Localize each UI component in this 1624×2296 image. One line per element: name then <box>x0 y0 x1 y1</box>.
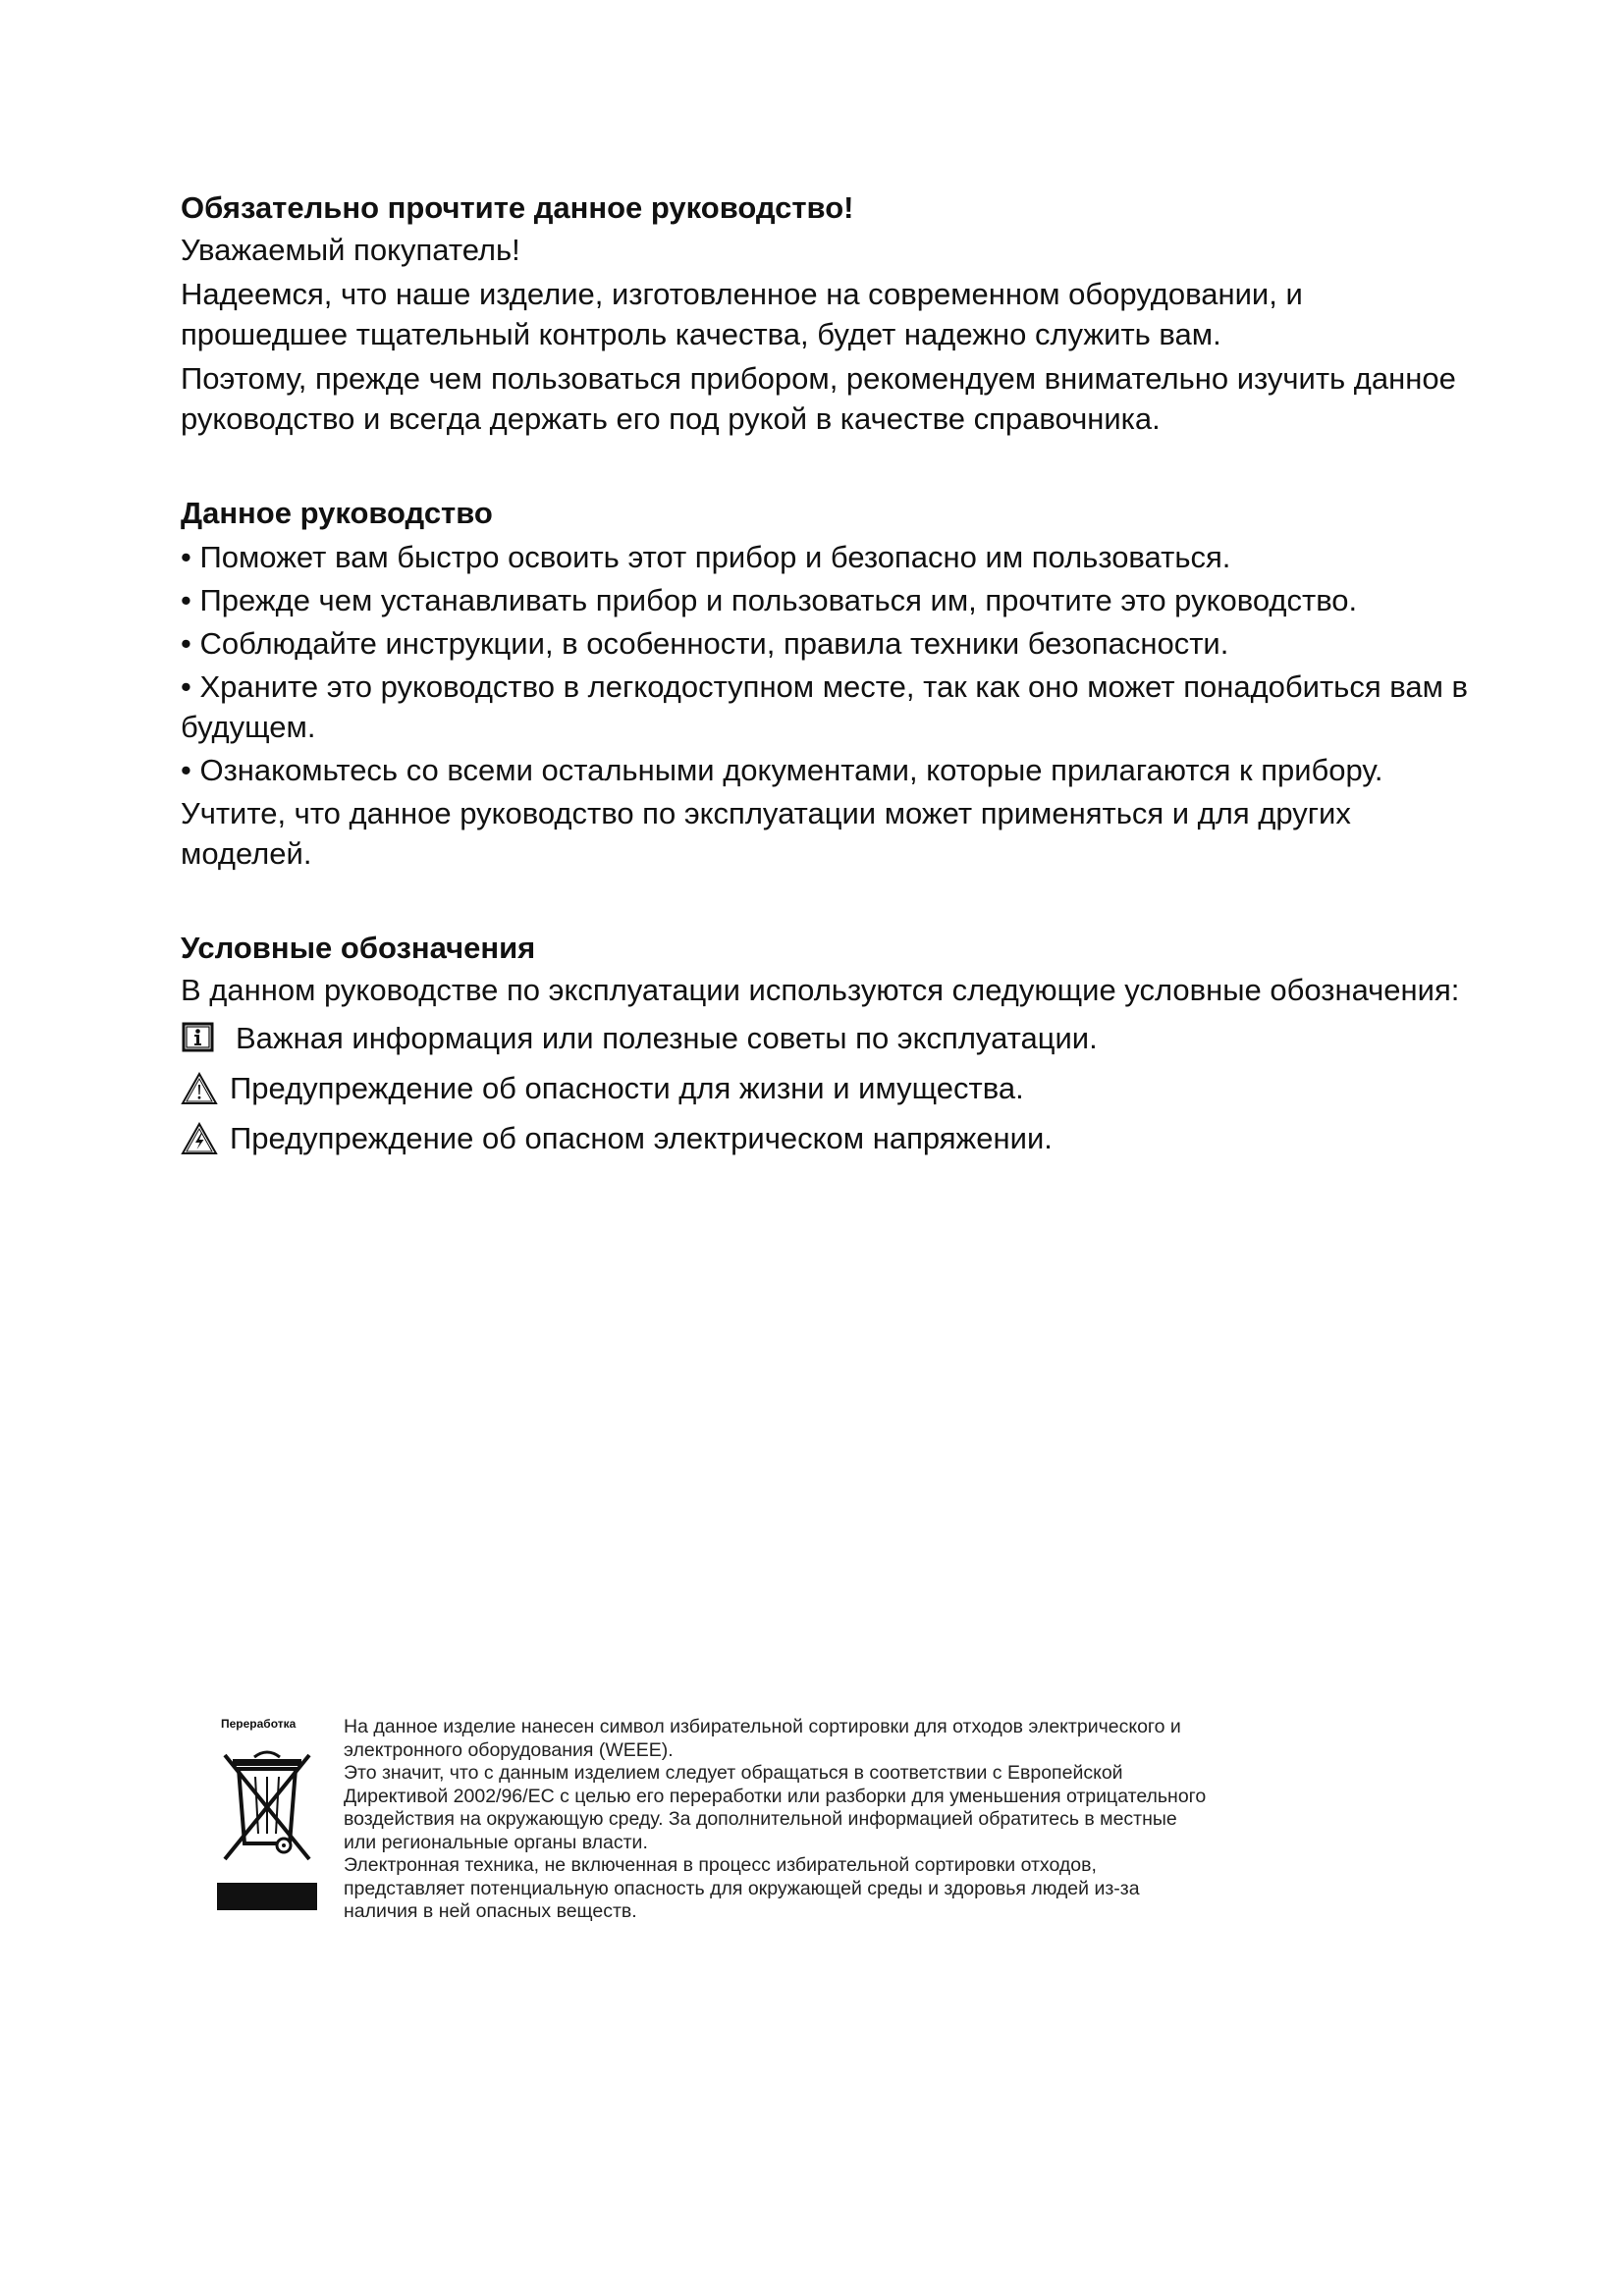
symbol-description: Предупреждение об опасности для жизни и имущества. <box>230 1071 1024 1105</box>
symbol-row-info <box>181 1018 1477 1058</box>
manual-list-item: • Соблюдайте инструкции, в особенности, правила техники безопасности. <box>181 626 1229 661</box>
weee-notice <box>211 1716 1438 1942</box>
intro-greeting: Уважаемый покупатель! <box>181 233 520 267</box>
electric-hazard-icon <box>181 1122 218 1155</box>
manual-note: Учтите, что данное руководство по эксплуатации может применяться и для других моделей. <box>181 796 1351 871</box>
weee-text-line: или региональные органы власти. <box>344 1831 648 1853</box>
weee-text-line: На данное изделие нанесен символ избирательной сортировки для отходов электрического и <box>344 1716 1181 1737</box>
weee-text-line: Это значит, что с данным изделием следует обращаться в соответствии с Европейской <box>344 1762 1123 1784</box>
weee-text-line: воздействия на окружающую среду. За дополнительной информацией обратитесь в местные <box>344 1808 1177 1830</box>
warning-triangle-icon <box>181 1072 218 1105</box>
weee-text <box>344 1716 1424 1924</box>
manual-list-item: • Ознакомьтесь со всеми остальными документами, которые прилагаются к прибору. <box>181 753 1383 787</box>
symbol-description: Важная информация или полезные советы по эксплуатации. <box>236 1021 1098 1055</box>
intro-paragraph-2: Поэтому, прежде чем пользоваться прибором, рекомендуем внимательно изучить данное руководство и всегда держать его под рукой в качестве справочника. <box>181 361 1456 436</box>
symbols-intro: В данном руководстве по эксплуатации используются следующие условные обозначения: <box>181 973 1460 1007</box>
document-content <box>181 187 1477 1168</box>
manual-section-title: Данное руководство <box>181 496 493 530</box>
weee-text-line: Электронная техника, не включенная в процесс избирательной сортировки отходов, <box>344 1854 1097 1876</box>
manual-list-item: • Храните это руководство в легкодоступном месте, так как оно может понадобиться вам в будущем. <box>181 669 1468 744</box>
intro-paragraph-1: Надеемся, что наше изделие, изготовленное на современном оборудовании, и прошедшее тщательный контроль качества, будет надежно служить вам. <box>181 277 1303 351</box>
weee-text-line: представляет потенциальную опасность для окружающей среды и здоровья людей из-за <box>344 1877 1140 1899</box>
weee-text-line: электронного оборудования (WEEE). <box>344 1738 674 1761</box>
weee-text-line: наличия в ней опасных веществ. <box>344 1900 637 1922</box>
manual-list-item: • Поможет вам быстро освоить этот прибор и безопасно им пользоваться. <box>181 540 1231 574</box>
intro-title: Обязательно прочтите данное руководство! <box>181 190 854 225</box>
weee-text-line: Директивой 2002/96/EC с целью его переработки или разборки для уменьшения отрицательного <box>344 1785 1207 1807</box>
manual-list-item: • Прежде чем устанавливать прибор и пользоваться им, прочтите это руководство. <box>181 583 1358 617</box>
weee-figure <box>211 1716 329 1932</box>
info-icon <box>181 1022 218 1055</box>
crossed-out-wheelie-bin-icon <box>211 1735 324 1927</box>
symbols-section-title: Условные обозначения <box>181 931 536 965</box>
symbol-row-electric <box>181 1118 1477 1158</box>
symbol-description: Предупреждение об опасном электрическом напряжении. <box>230 1121 1053 1155</box>
weee-label: Переработка <box>221 1717 297 1731</box>
symbol-row-warning <box>181 1068 1477 1108</box>
